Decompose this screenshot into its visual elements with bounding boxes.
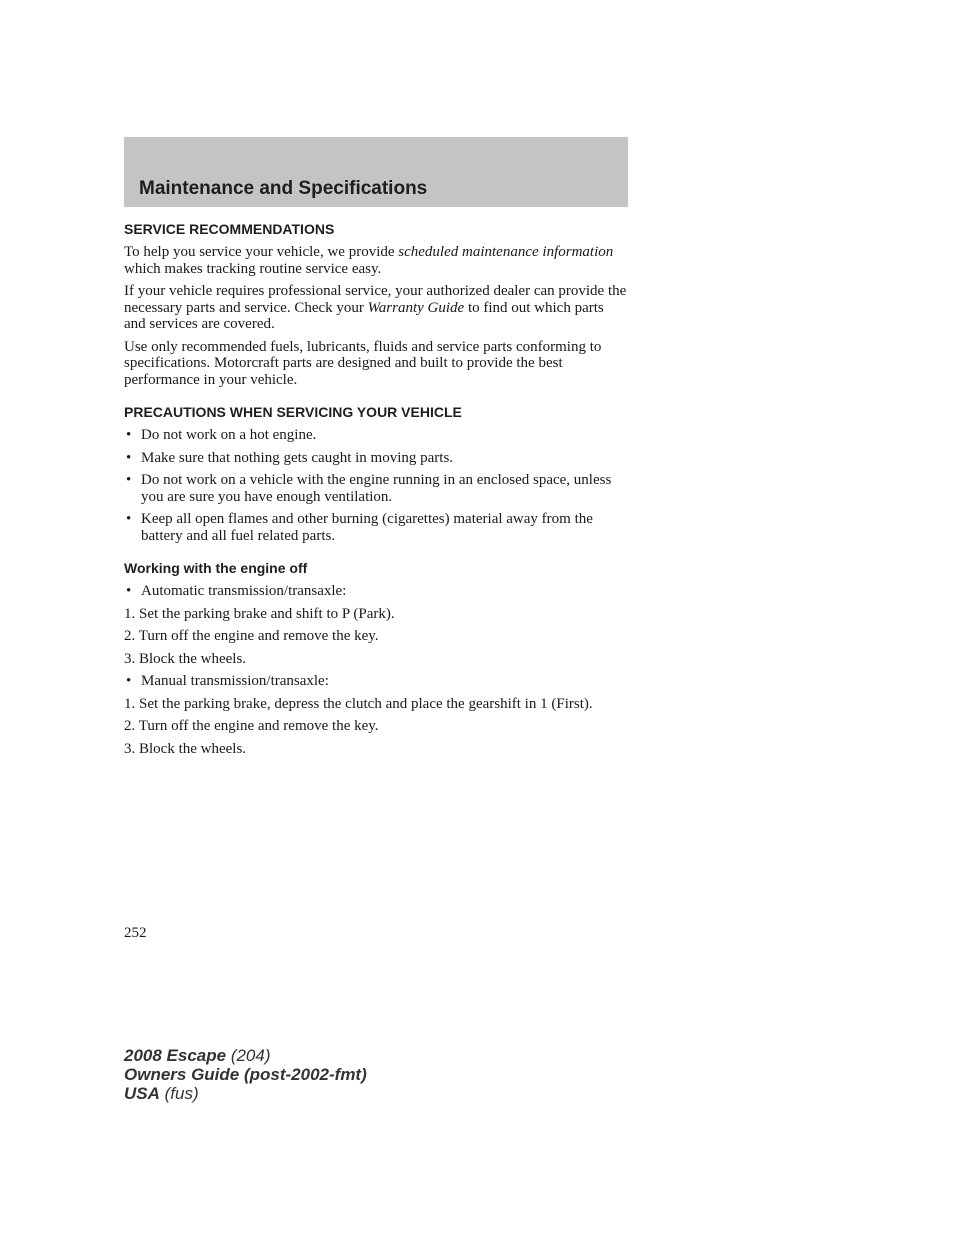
automatic-step-3: 3. Block the wheels.: [124, 650, 247, 667]
automatic-step-2: 2. Turn off the engine and remove the key.: [124, 628, 379, 644]
scheduled-maintenance-emphasis: scheduled maintenance information: [398, 244, 614, 260]
footer-line-2: Owners Guide (post-2002-fmt): [124, 1065, 367, 1084]
bullet-icon: •: [126, 472, 132, 488]
engine-off-heading: Working with the engine off: [124, 560, 308, 576]
automatic-list: [124, 583, 628, 600]
list-item: • Do not work on a vehicle with the engine running in an enclosed space, unless you are sure you have enough ventilation.: [126, 472, 612, 505]
warranty-guide-emphasis: Warranty Guide: [367, 299, 465, 316]
precautions-list: [124, 427, 628, 544]
section-header-band: [124, 137, 628, 207]
footer-line-3: USA (fus): [124, 1084, 199, 1103]
bullet-icon: •: [126, 583, 132, 599]
manual-step-3: 3. Block the wheels.: [124, 740, 247, 757]
list-item: • Automatic transmission/transaxle:: [126, 583, 347, 599]
bullet-icon: •: [126, 449, 132, 466]
document-footer: [124, 1046, 367, 1103]
manual-step-2: 2. Turn off the engine and remove the key.: [124, 718, 379, 734]
footer-line-1: 2008 Escape (204): [124, 1046, 271, 1065]
list-item: • Do not work on a hot engine.: [126, 427, 317, 443]
automatic-step-1: 1. Set the parking brake and shift to P (Park).: [124, 605, 395, 622]
manual-list: [124, 673, 628, 690]
service-paragraph-1: To help you service your vehicle, we provide scheduled maintenance information which makes tracking routine service easy.: [124, 244, 614, 277]
page-number: 252: [124, 925, 147, 941]
list-item: • Make sure that nothing gets caught in moving parts.: [126, 449, 454, 466]
bullet-icon: •: [126, 427, 132, 443]
manual-step-1: 1. Set the parking brake, depress the clutch and place the gearshift in 1 (First).: [124, 695, 593, 712]
bullet-icon: •: [126, 511, 132, 527]
list-item: • Keep all open flames and other burning (cigarettes) material away from the battery and all fuel related parts.: [126, 511, 593, 544]
bullet-icon: •: [126, 673, 132, 689]
precautions-heading: PRECAUTIONS WHEN SERVICING YOUR VEHICLE: [124, 404, 462, 420]
service-paragraph-3: Use only recommended fuels, lubricants, fluids and service parts conforming to specifications. Motorcraft parts are designed and built to provide the best performance in your vehicle.: [124, 338, 602, 388]
service-paragraph-2: If your vehicle requires professional service, your authorized dealer can provide the necessary parts and service. Check your Warranty Guide to find out which parts and services are covered.: [124, 283, 627, 332]
service-recommendations-heading: SERVICE RECOMMENDATIONS: [124, 221, 335, 237]
section-title: Maintenance and Specifications: [139, 178, 428, 199]
list-item: • Manual transmission/transaxle:: [126, 673, 329, 689]
page-content: [124, 221, 628, 763]
